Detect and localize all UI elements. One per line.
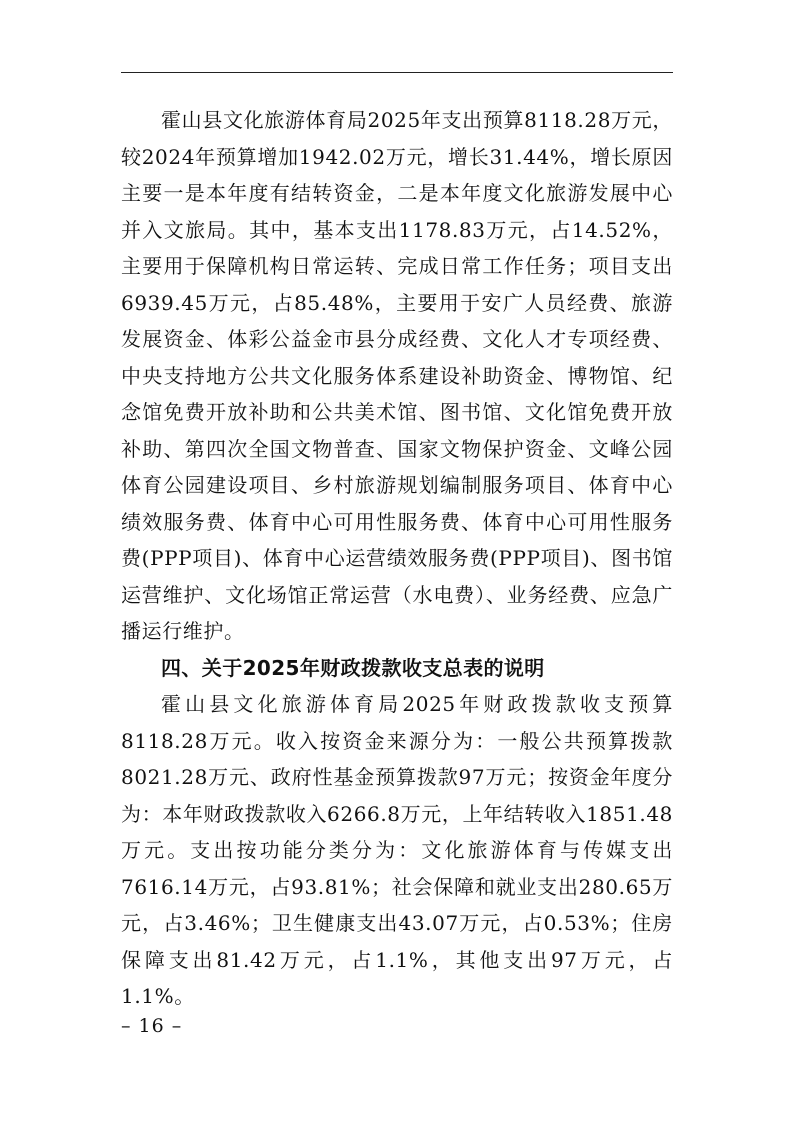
- page-number: – 16 –: [121, 1015, 183, 1037]
- section-heading: 四、关于2025年财政拨款收支总表的说明: [161, 655, 545, 680]
- header-rule: [121, 72, 673, 73]
- budget-expenditure-paragraph: 霍山县文化旅游体育局2025年支出预算8118.28万元，较2024年预算增加1942.02万元，增长31.44%，增长原因主要一是本年度有结转资金，二是本年度文化旅游发展中心并入文旅局。其中，基本支出1178.83万元，占14.52%，主要用于保障机构日常运转、完成日常工作任务；项目支出6939.45万元，占85.48%，主要用于安广人员经费、旅游发展资金、体彩公益金市县分成经费、文化人才专项经费、中央支持地方公共文化服务体系建设补助资金、博物馆、纪念馆免费开放补助和公共美术馆、图书馆、文化馆免费开放补助、第四次全国文物普查、国家文物保护资金、文峰公园体育公园建设项目、乡村旅游规划编制服务项目、体育中心绩效服务费、体育中心可用性服务费、体育中心可用性服务费(PPP项目)、体育中心运营绩效服务费(PPP项目)、图书馆运营维护、文化场馆正常运营（水电费）、业务经费、应急广播运行维护。: [121, 108, 673, 643]
- fiscal-appropriation-paragraph: 霍山县文化旅游体育局2025年财政拨款收支预算8118.28万元。收入按资金来源分为：一般公共预算拨款8021.28万元、政府性基金预算拨款97万元；按资金年度分为：本年财政拨款收入6266.8万元，上年结转收入1851.48万元。支出按功能分类分为：文化旅游体育与传媒支出7616.14万元，占93.81%；社会保障和就业支出280.65万元，占3.46%；卫生健康支出43.07万元，占0.53%；住房保障支出81.42万元，占1.1%，其他支出97万元，占1.1%。: [121, 692, 673, 1008]
- document-body: [121, 102, 673, 1015]
